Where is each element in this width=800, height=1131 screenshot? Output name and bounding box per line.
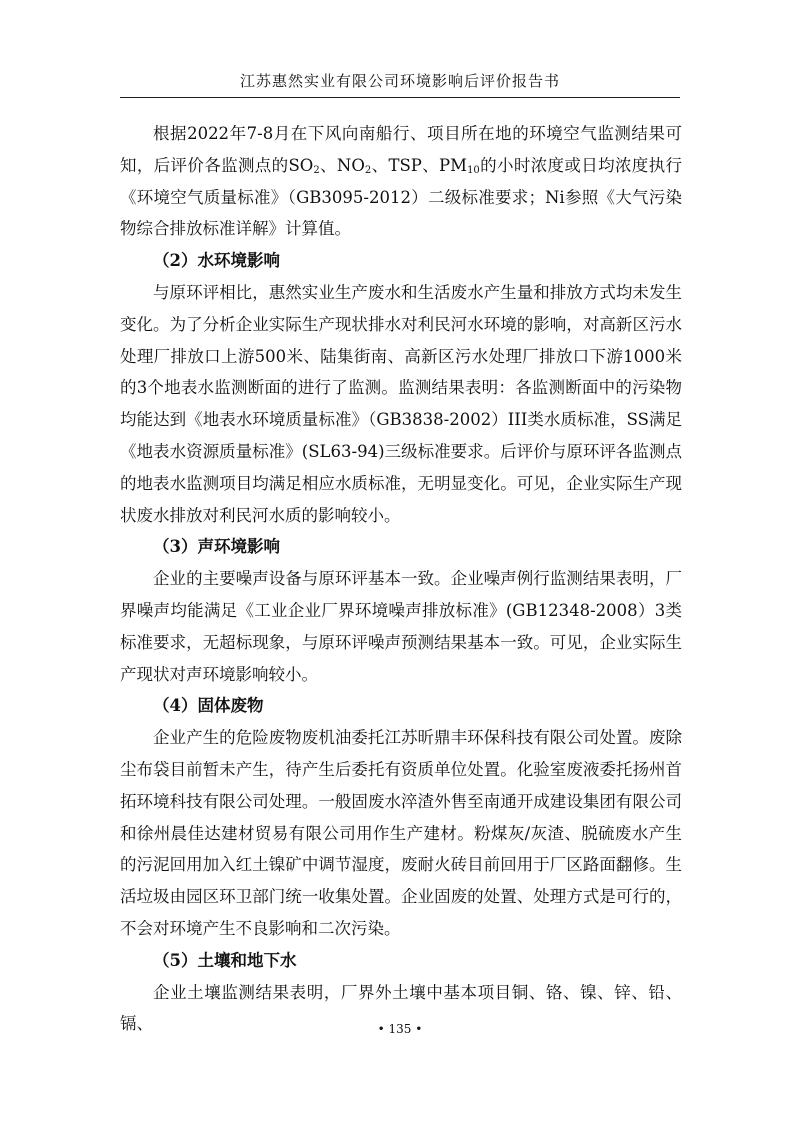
- section-heading-noise: （3）声环境影响: [153, 537, 280, 557]
- section-heading-solid-waste: （4）固体废物: [153, 696, 264, 716]
- soil-paragraph: 企业土壤监测结果表明，厂界外土壤中基本项目铜、铬、镍、锌、铅、镉、: [120, 982, 682, 1034]
- solid-waste-paragraph: 企业产生的危险废物废机油委托江苏昕鼎丰环保科技有限公司处置。废除尘布袋目前暂未产生，待产生后委托有资质单位处置。化验室废液委托扬州首拓环境科技有限公司处理。一般固废水淬渣外售至南通开成建设集团有限公司和徐州晨佳达建材贸易有限公司用作生产建材。粉煤灰/灰渣、脱硫废水产生的污泥回用加入红土镍矿中调节湿度，废耐火砖目前回用于厂区路面翻修。生活垃圾由园区环卫部门统一收集处置。企业固废的处置、处理方式是可行的，不会对环境产生不良影响和二次污染。: [120, 728, 682, 938]
- running-header: 江苏惠然实业有限公司环境影响后评价报告书: [120, 70, 680, 98]
- page-number: • 135 •: [377, 1022, 423, 1036]
- noise-paragraph: 企业的主要噪声设备与原环评基本一致。企业噪声例行监测结果表明，厂界噪声均能满足《工业企业厂界环境噪声排放标准》(GB12348-2008）3类标准要求，无超标现象，与原环评噪声预测结果基本一致。可见，企业实际生产现状对声环境影响较小。: [120, 569, 682, 684]
- section-heading-water: （2）水环境影响: [153, 251, 280, 271]
- water-paragraph: 与原环评相比，惠然实业生产废水和生活废水产生量和排放方式均未发生变化。为了分析企业实际生产现状排水对利民河水环境的影响，对高新区污水处理厂排放口上游500米、陆集街南、高新区污水处理厂排放口下游1000米的3个地表水监测断面的进行了监测。监测结果表明：各监测断面中的污染物均能达到《地表水环境质量标准》（GB3838-2002）III类水质标准，SS满足《地表水资源质量标准》(SL63-94)三级标准要求。后评价与原环评各监测点的地表水监测项目均满足相应水质标准，无明显变化。可见，企业实际生产现状废水排放对利民河水质的影响较小。: [120, 282, 682, 525]
- intro-paragraph: 根据2022年7-8月在下风向南船行、项目所在地的环境空气监测结果可知，后评价各监测点的$SO_2$、$NO_2$、TSP、$PM_{10}$的小时浓度或日均浓度执行《环境空气质量标准》（GB3095-2012）二级标准要求；Ni参照《大气污染物综合排放标准详解》计算值。: [120, 124, 682, 239]
- body-text: [120, 118, 682, 1040]
- section-heading-soil-groundwater: （5）土壤和地下水: [153, 950, 297, 970]
